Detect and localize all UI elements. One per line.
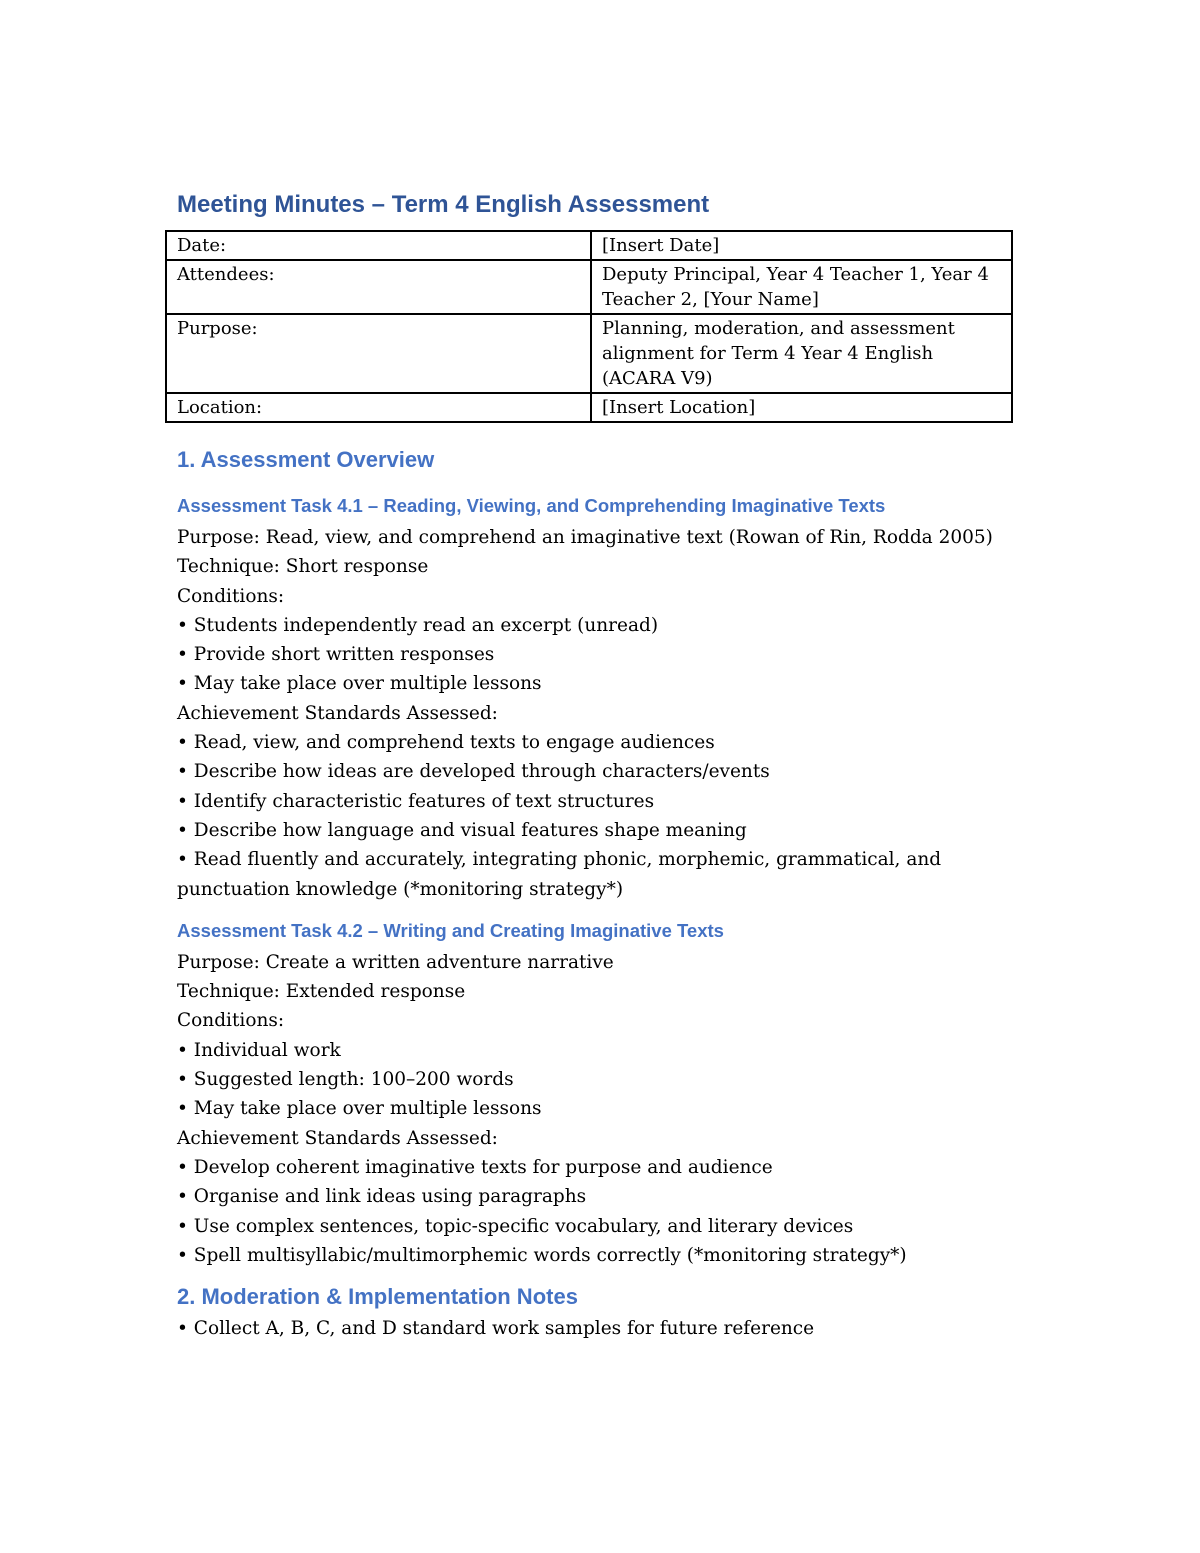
task-4-2-heading: Assessment Task 4.2 – Writing and Creating Imaginative Texts — [177, 919, 724, 941]
list-item: • May take place over multiple lessons — [177, 1098, 542, 1120]
list-item: • Students independently read an excerpt (unread) — [177, 614, 659, 636]
section-heading-moderation-notes: 2. Moderation & Implementation Notes — [177, 1284, 578, 1310]
info-label: Date: — [166, 231, 591, 260]
list-item: • Describe how language and visual features shape meaning — [177, 819, 747, 841]
task-4-1-heading: Assessment Task 4.1 – Reading, Viewing, and Comprehending Imaginative Texts — [177, 495, 886, 516]
info-value: Planning, moderation, and assessment alignment for Term 4 Year 4 English (ACARA V9) — [591, 314, 1012, 393]
table-row — [166, 393, 1012, 422]
standards-label: Achievement Standards Assessed: — [177, 1127, 498, 1149]
document-page — [177, 188, 1017, 1343]
table-row — [166, 314, 1012, 393]
task-technique: Technique: Short response — [177, 556, 429, 578]
list-item: • Suggested length: 100–200 words — [177, 1069, 514, 1091]
info-label: Attendees: — [166, 260, 591, 314]
conditions-label: Conditions: — [177, 585, 285, 607]
info-value: [Insert Location] — [591, 393, 1012, 422]
section-heading-assessment-overview: 1. Assessment Overview — [177, 447, 435, 472]
conditions-label: Conditions: — [177, 1010, 285, 1032]
list-item: • Organise and link ideas using paragraphs — [177, 1186, 587, 1208]
document-title: Meeting Minutes – Term 4 English Assessment — [177, 191, 710, 218]
table-row — [166, 260, 1012, 314]
list-item: • May take place over multiple lessons — [177, 673, 542, 695]
list-item: • Read fluently and accurately, integrating phonic, morphemic, grammatical, and punctuation knowledge (*monitoring strategy*) — [177, 849, 942, 900]
standards-label: Achievement Standards Assessed: — [177, 702, 498, 724]
info-value: [Insert Date] — [591, 231, 1012, 260]
list-item: • Provide short written responses — [177, 644, 495, 666]
task-purpose: Purpose: Create a written adventure narrative — [177, 951, 614, 973]
task-4-1-body — [177, 523, 1017, 904]
list-item: • Identify characteristic features of text structures — [177, 790, 655, 812]
task-4-2-body — [177, 948, 1017, 1270]
task-technique: Technique: Extended response — [177, 981, 466, 1003]
meeting-info-table — [165, 230, 1013, 423]
info-label: Purpose: — [166, 314, 591, 393]
list-item: • Spell multisyllabic/multimorphemic words correctly (*monitoring strategy*) — [177, 1244, 907, 1266]
table-row — [166, 231, 1012, 260]
list-item: • Collect A, B, C, and D standard work samples for future reference — [177, 1318, 815, 1340]
list-item: • Develop coherent imaginative texts for purpose and audience — [177, 1156, 773, 1178]
list-item: • Read, view, and comprehend texts to engage audiences — [177, 732, 715, 754]
list-item: • Use complex sentences, topic-specific vocabulary, and literary devices — [177, 1215, 854, 1237]
task-purpose: Purpose: Read, view, and comprehend an imaginative text (Rowan of Rin, Rodda 2005) — [177, 527, 993, 548]
info-label: Location: — [166, 393, 591, 422]
list-item: • Describe how ideas are developed through characters/events — [177, 761, 770, 783]
info-value: Deputy Principal, Year 4 Teacher 1, Year 4 Teacher 2, [Your Name] — [591, 260, 1012, 314]
list-item: • Individual work — [177, 1039, 341, 1061]
